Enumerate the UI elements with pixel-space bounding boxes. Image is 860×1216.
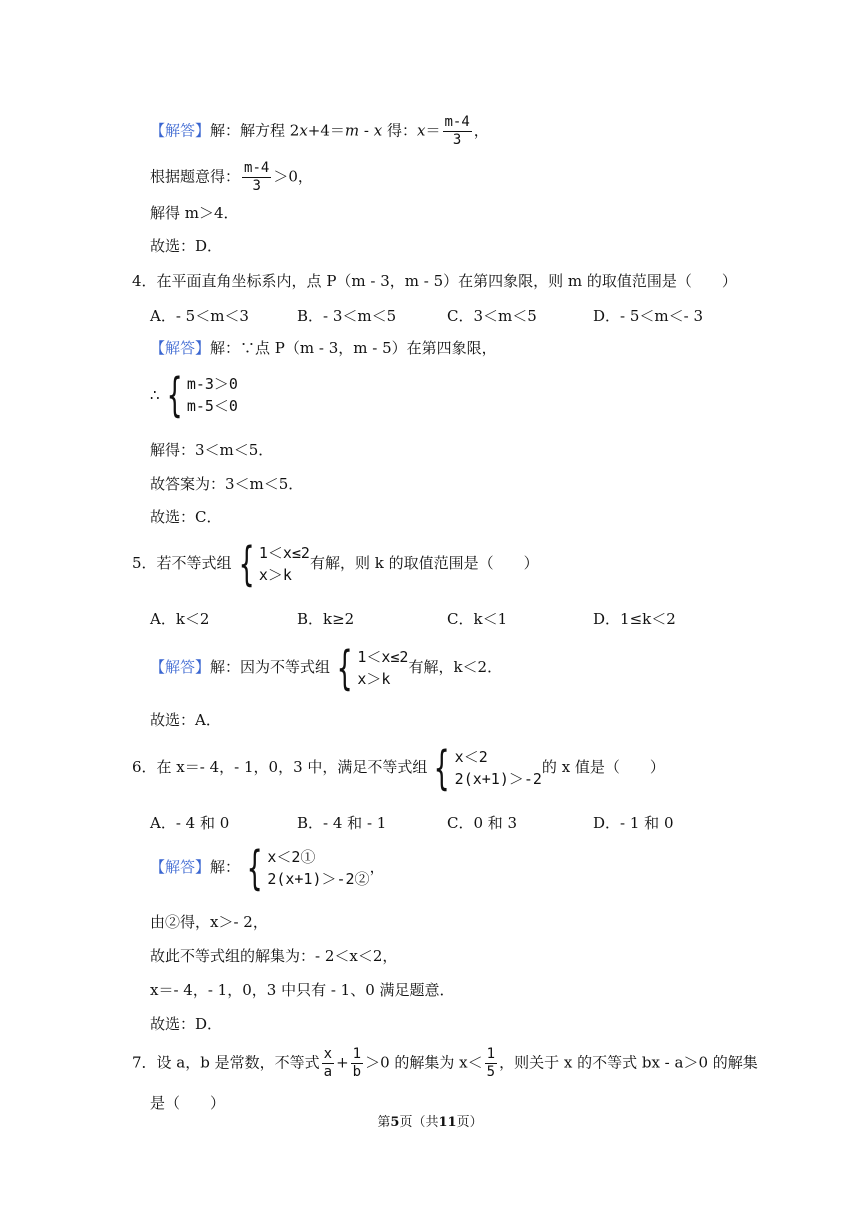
q5-option-a: A．k＜2: [150, 610, 210, 628]
q6-option-b: B．- 4 和 - 1: [297, 814, 387, 832]
q4-option-d: D．- 5＜m＜- 3: [593, 307, 704, 325]
q4-solution-line3: 故答案为：3＜m＜5．: [150, 475, 304, 493]
q5-option-b: B．k≥2: [297, 610, 355, 628]
q5-solution-line1: 【解答】解：因为不等式组 { 1＜x≤2 x＞k 有解，k＜2．: [150, 641, 503, 695]
q6-solution-line2: 由②得，x＞- 2，: [150, 913, 268, 931]
q6-option-a: A．- 4 和 0: [150, 814, 230, 832]
q5-solution-line2: 故选：A．: [150, 711, 221, 729]
fraction: $\frac{1}{b}$: [352, 1046, 362, 1080]
answer-tag: 【解答】: [150, 339, 211, 357]
q4-option-a: A．- 5＜m＜3: [150, 307, 249, 325]
q6-solution-line5: 故选：D．: [150, 1015, 223, 1033]
q6-solution-line1: 【解答】解： { x＜2① 2(x+1)＞-2② ，: [150, 841, 385, 895]
fraction: $\frac{m-4}{3}$: [444, 114, 470, 148]
q4-stem: 4．在平面直角坐标系内，点 P（m - 3，m - 5）在第四象限，则 m 的取值范围是（ ）: [132, 272, 737, 290]
q5-option-d: D．1≤k＜2: [593, 610, 676, 628]
answer-tag: 【解答】: [150, 858, 211, 876]
q4-solution-line4: 故选：C．: [150, 508, 222, 526]
left-brace: {: [433, 741, 451, 795]
fraction: $\frac{x}{a}$: [323, 1046, 333, 1080]
q4-solution-line2: 解得：3＜m＜5．: [150, 441, 274, 459]
q7-stem-line2: 是（ ）: [150, 1094, 226, 1112]
q4-option-c: C．3＜m＜5: [447, 307, 537, 325]
answer-tag: 【解答】: [150, 658, 211, 676]
q3-solution-line1: 【解答】解：解方程 2x+4＝m - x 得：x＝ $\frac{m-4}{3}$ ，: [150, 114, 489, 148]
left-brace: {: [238, 537, 255, 591]
q6-solution-line4: x＝- 4，- 1，0，3 中只有 - 1、0 满足题意．: [150, 981, 455, 999]
q6-stem: 6．在 x＝- 4，- 1，0，3 中，满足不等式组 { x＜2 2(x+1)＞-2 的 x 值是（ ）: [132, 741, 665, 795]
q5-option-c: C．k＜1: [447, 610, 508, 628]
q4-solution-line1: 【解答】解：∵点 P（m - 3，m - 5）在第四象限，: [150, 339, 497, 357]
fraction: $\frac{m-4}{3}$: [244, 160, 270, 194]
left-brace: {: [336, 641, 353, 695]
q5-stem: 5．若不等式组 { 1＜x≤2 x＞k 有解，则 k 的取值范围是（ ）: [132, 537, 539, 591]
q7-stem: 7．设 a，b 是常数，不等式 $\frac{x}{a}$ + $\frac{1}{b}$ ＞0 的解集为 x＜ $\frac{1}{5}$ ，则关于 x 的不等式 bx - a＞0 的解集: [132, 1046, 758, 1080]
q4-solution-system: ∴ { m-3＞0 m-5＜0: [150, 368, 238, 422]
q3-solution-line2: 根据题意得： $\frac{m-4}{3}$ ＞0，: [150, 160, 313, 194]
left-brace: {: [246, 841, 263, 895]
page-footer: 第5页（共11页）: [377, 1115, 483, 1130]
q4-option-b: B．- 3＜m＜5: [297, 307, 397, 325]
page-total: 11: [438, 1115, 457, 1130]
q3-solution-line4: 故选：D．: [150, 237, 223, 255]
left-brace: {: [166, 368, 183, 422]
q6-solution-line3: 故此不等式组的解集为：- 2＜x＜2，: [150, 947, 398, 965]
fraction: $\frac{1}{5}$: [486, 1046, 496, 1080]
page-number: 5: [390, 1115, 400, 1130]
answer-tag: 【解答】: [150, 121, 211, 140]
q6-option-c: C．0 和 3: [447, 814, 518, 832]
q3-solution-line3: 解得 m＞4．: [150, 204, 239, 222]
q6-option-d: D．- 1 和 0: [593, 814, 674, 832]
